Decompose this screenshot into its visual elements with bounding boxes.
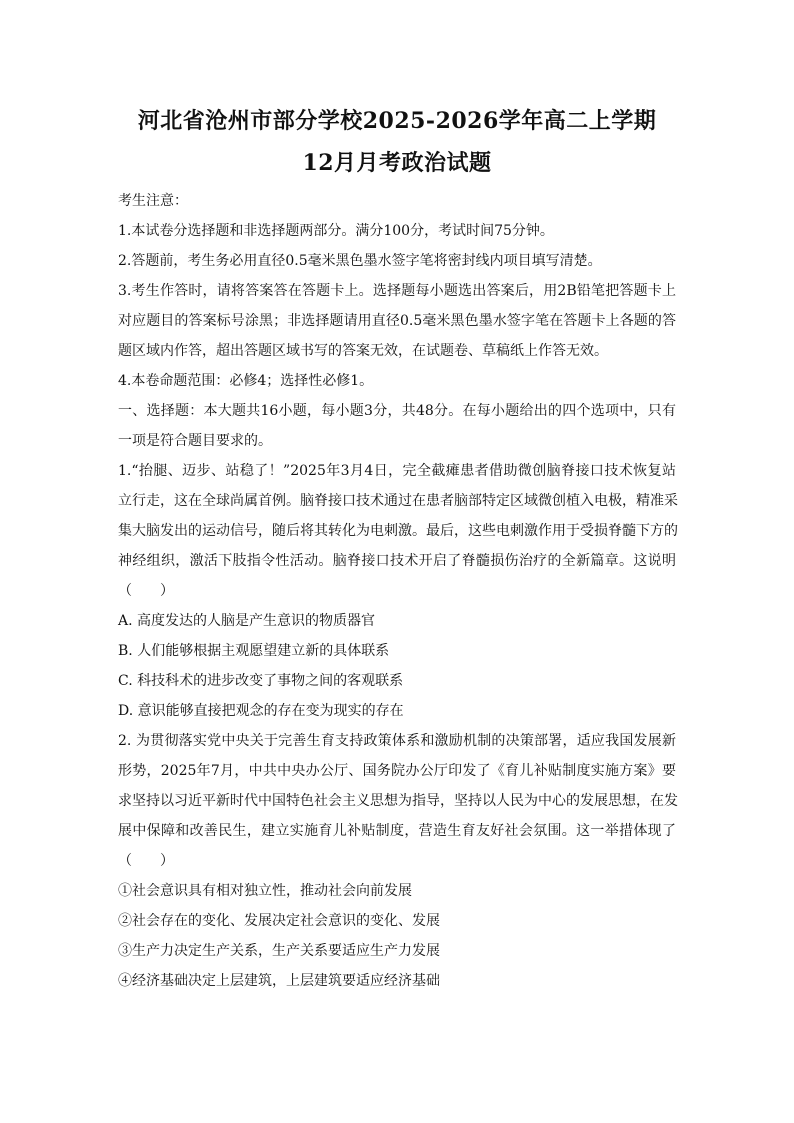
section1-instruction-line2: 一项是符合题目要求的。 [118,433,272,449]
notice-heading: 考生注意： [118,193,188,209]
q1-option-d: D. 意识能够直接把观念的存在变为现实的存在 [118,703,404,719]
q1-option-a: A. 高度发达的人脑是产生意识的物质器官 [118,613,376,629]
q1-stem-line4: 神经组织，激活下肢指令性活动。脑脊接口技术开启了脊髓损伤治疗的全新篇章。这说明 [118,553,676,569]
exam-content [118,186,676,996]
notice-item-1: 1.本试卷分选择题和非选择题两部分。满分100分，考试时间75分钟。 [118,223,554,239]
notice-item-2: 2.答题前，考生务必用直径0.5毫米黑色墨水签字笔将密封线内项目填写清楚。 [118,253,602,269]
q2-stem-line4: 展中保障和改善民生，建立实施育儿补贴制度，营造生育友好社会氛围。这一举措体现了 [118,823,676,839]
q1-stem-line3: 集大脑发出的运动信号，随后将其转化为电刺激。最后，这些电刺激作用于受损脊髓下方的 [118,523,678,539]
q2-stem-line1: 2. 为贯彻落实党中央关于完善生育支持政策体系和激励机制的决策部署，适应我国发展新 [118,733,676,749]
notice-item-3-line3: 题区域内作答，超出答题区域书写的答案无效，在试题卷、草稿纸上作答无效。 [118,343,608,359]
exam-title-line2: 12月月考政治试题 [302,150,492,176]
notice-item-3-line1: 3.考生作答时，请将答案答在答题卡上。选择题每小题选出答案后，用2B铅笔把答题卡上 [118,283,676,299]
q1-stem-line2: 立行走，这在全球尚属首例。脑脊接口技术通过在患者脑部特定区域微创植入电极，精准采 [118,493,678,509]
q2-item-2: ②社会存在的变化、发展决定社会意识的变化、发展 [118,913,440,929]
q2-stem-line3: 求坚持以习近平新时代中国特色社会主义思想为指导，坚持以人民为中心的发展思想，在发 [118,793,678,809]
q2-answer-paren: （ ） [118,853,174,869]
q2-item-4: ④经济基础决定上层建筑，上层建筑要适应经济基础 [118,973,440,989]
section1-instruction-line1: 一、选择题：本大题共16小题，每小题3分，共48分。在每小题给出的四个选项中，只有 [118,403,676,419]
notice-item-4: 4.本卷命题范围：必修4；选择性必修1。 [118,373,374,389]
q1-option-c: C. 科技科术的进步改变了事物之间的客观联系 [118,673,404,689]
q1-stem-line1: 1.“抬腿、迈步、站稳了！”2025年3月4日，完全截瘫患者借助微创脑脊接口技术恢复站 [118,463,676,479]
q1-answer-paren: （ ） [118,583,174,599]
q1-option-b: B. 人们能够根据主观愿望建立新的具体联系 [118,643,390,659]
q2-item-3: ③生产力决定生产关系，生产关系要适应生产力发展 [118,943,440,959]
q2-stem-line2: 形势，2025年7月，中共中央办公厅、国务院办公厅印发了《育儿补贴制度实施方案》要 [118,763,676,779]
q2-item-1: ①社会意识具有相对独立性，推动社会向前发展 [118,883,412,899]
exam-title-line1: 河北省沧州市部分学校2025-2026学年高二上学期 [137,108,657,134]
notice-item-3-line2: 对应题目的答案标号涂黑；非选择题请用直径0.5毫米黑色墨水签字笔在答题卡上各题的答 [118,313,676,329]
